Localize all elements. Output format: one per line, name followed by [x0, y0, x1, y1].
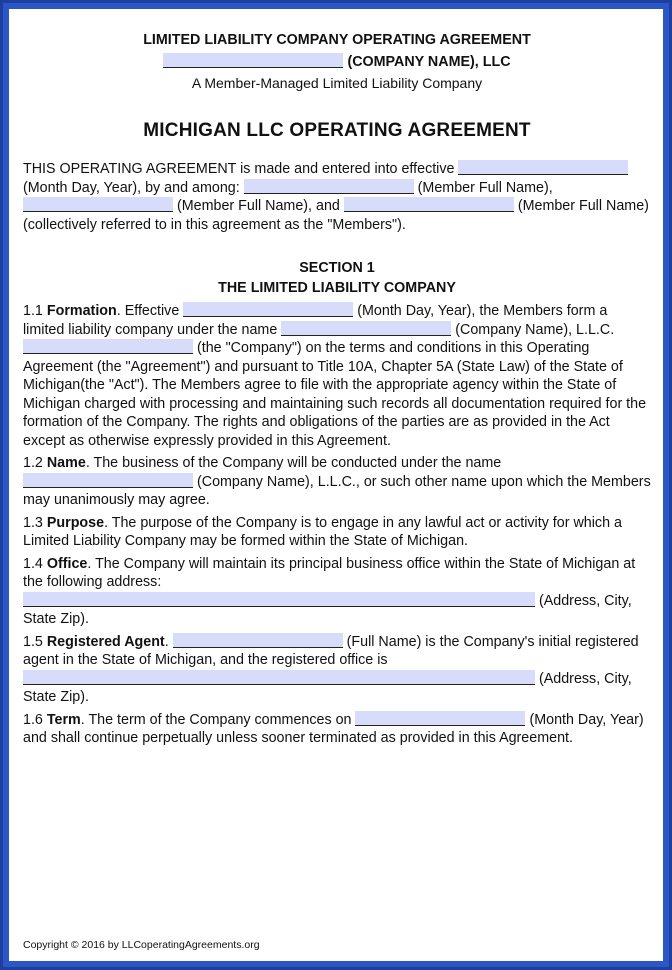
clause-text: (Address, City, State Zip). — [23, 592, 632, 627]
clause-text: . The purpose of the Company is to engage in any lawful act or activity for which a Limited Liability Company may be formed within the State of Michigan. — [23, 514, 622, 549]
intro-paragraph — [23, 160, 651, 234]
clause-label: Registered Agent — [46, 633, 165, 650]
copyright-footer: Copyright © 2016 by LLCoperatingAgreements.org — [23, 939, 260, 951]
agent-address-blank[interactable] — [23, 670, 535, 685]
clause-text: . The business of the Company will be conducted under the name — [85, 455, 502, 471]
clause-text: (Month Day, Year) and shall continue perpetually unless sooner terminated as provided in this Agreement. — [23, 711, 644, 746]
clause-text: (Company Name), L.L.C., or such other name upon which the Members may unanimously may agree. — [23, 473, 651, 508]
clause-number: 1.4 — [23, 555, 43, 572]
clause-term — [23, 711, 651, 748]
clause-purpose — [23, 514, 651, 551]
clause-name — [23, 454, 651, 510]
clause-text: . The term of the Company commences on — [80, 711, 352, 728]
intro-text-5: (Member Full Name) (collectively referred to in this agreement as the "Members"). — [23, 198, 649, 233]
clause-text: (Address, City, State Zip). — [23, 670, 632, 705]
member-3-blank[interactable] — [344, 197, 514, 212]
header-title: LIMITED LIABILITY COMPANY OPERATING AGREEMENT — [143, 32, 531, 48]
term-date-blank[interactable] — [355, 711, 525, 726]
document-content — [23, 31, 651, 752]
clause-text: . Effective — [116, 303, 180, 319]
intro-text-3: (Member Full Name), — [417, 179, 553, 196]
company-suffix: (COMPANY NAME), LLC — [347, 53, 511, 70]
clause-label: Office — [46, 555, 88, 572]
formation-llc-blank[interactable] — [23, 339, 193, 354]
clause-text: (Company Name), L.L.C. — [455, 321, 615, 338]
member-1-blank[interactable] — [244, 179, 414, 194]
clause-text: . The Company will maintain its principal business office within the State of Michigan at the following address: — [23, 555, 636, 590]
member-2-blank[interactable] — [23, 197, 173, 212]
agent-name-blank[interactable] — [173, 633, 343, 648]
clause-number: 1.6 — [23, 711, 43, 728]
intro-text-2: (Month Day, Year), by and among: — [23, 179, 240, 196]
clause-text: (Full Name) is the Company's initial registered agent in the State of Michigan, and the registered office is — [23, 633, 639, 668]
clause-registered-agent — [23, 633, 651, 707]
document-header — [23, 31, 651, 93]
intro-text-4: (Member Full Name), and — [176, 198, 340, 214]
business-name-blank[interactable] — [23, 473, 193, 488]
clause-text: (Month Day, Year), the Members form a limited liability company under the name — [23, 303, 608, 338]
header-subtitle: A Member-Managed Limited Liability Company — [191, 75, 483, 91]
clause-number: 1.3 — [23, 514, 43, 531]
formation-date-blank[interactable] — [183, 302, 353, 317]
clause-label: Term — [46, 711, 81, 728]
clause-formation — [23, 302, 651, 450]
clause-label: Purpose — [46, 514, 105, 531]
intro-text-1: THIS OPERATING AGREEMENT is made and entered into effective — [23, 161, 455, 177]
header-company-line — [23, 53, 651, 72]
section-heading: SECTION 1 — [299, 260, 375, 276]
formation-company-name-blank[interactable] — [281, 321, 451, 336]
office-address-blank[interactable] — [23, 592, 535, 607]
clause-text: (the "Company") on the terms and conditions in this Operating Agreement (the "Agreement") and pursuant to Title 10A, Chapter 5A (State Law) of the State of Michigan(the "Act"). The Members agree to file with the appropriate agency within the State of Michigan charged with processing and maintaining such records all documentation required for the formation of the Company. The rights and obligations of the parties are as provided in the Act except as otherwise expressly provided in this Agreement. — [23, 340, 647, 449]
clause-label: Formation — [46, 303, 117, 319]
effective-date-blank[interactable] — [458, 160, 628, 175]
clause-office — [23, 555, 651, 629]
page-title: MICHIGAN LLC OPERATING AGREEMENT — [143, 119, 531, 141]
clause-label: Name — [46, 455, 86, 471]
clause-text: . — [164, 633, 169, 650]
document-border — [3, 3, 669, 967]
clause-number: 1.2 — [23, 455, 43, 471]
clause-number: 1.5 — [23, 633, 43, 650]
document-page — [9, 9, 663, 961]
section-subheading: THE LIMITED LIABILITY COMPANY — [218, 280, 456, 296]
clause-number: 1.1 — [23, 303, 43, 319]
company-name-blank[interactable] — [163, 53, 343, 68]
